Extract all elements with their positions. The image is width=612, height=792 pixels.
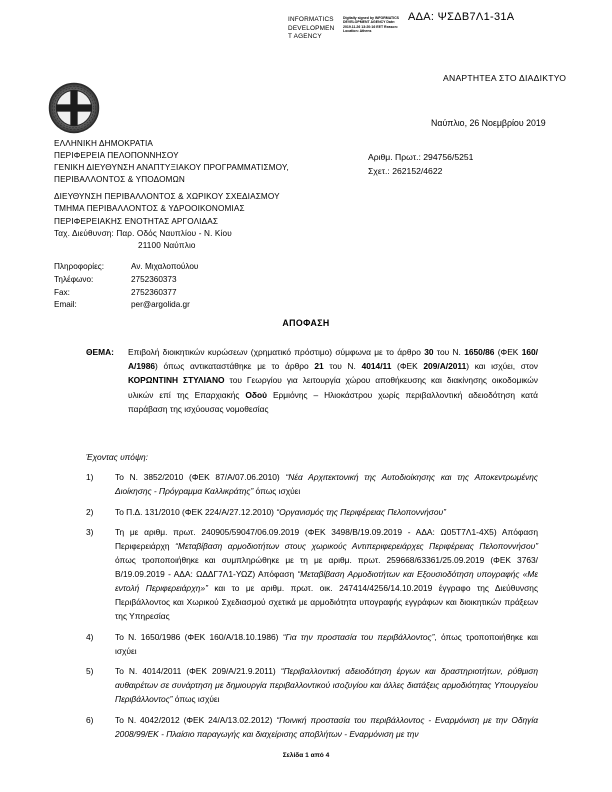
subject-label: ΘΕΜΑ: [86, 347, 114, 357]
signature-agency-name [288, 16, 340, 42]
signature-agency-line-3: T AGENCY [288, 33, 322, 41]
contact-details [54, 261, 198, 312]
page-footer: Σελίδα 1 από 4 [282, 752, 330, 759]
contact-phone-value: 2752360373 [131, 274, 177, 284]
list-item-text: Το Ν. 4042/2012 (ΦΕΚ 24/Α/13.02.2012) “Ποινική προστασία του περιβάλλοντος - Εναρμόνιση με την Οδηγία 2008/99/ΕΚ - Πλαίσιο παραγωγής και διαχείρισης αποβλήτων - Εναρμόνιση με την [115, 714, 539, 739]
authority-line-6: ΤΜΗΜΑ ΠΕΡΙΒΑΛΛΟΝΤΟΣ & ΥΔΡΟΟΙΚΟΝΟΜΙΑΣ [54, 204, 245, 214]
contact-fax-value: 2752360377 [131, 287, 177, 297]
list-item-number: 2) [86, 506, 94, 517]
contact-row-info [54, 261, 198, 274]
contact-row-fax [54, 287, 198, 300]
list-item-text: Το Ν. 3852/2010 (ΦΕΚ 87/Α/07.06.2010) “Νέα Αρχιτεκτονική της Αυτοδιοίκησης και της Αποκεντρωμένης Διοίκησης - Πρόγραμμα Καλλικράτης” όπως ισχύει [115, 472, 538, 496]
issuing-authority-block [54, 138, 354, 252]
signature-agency-line-2: DEVELOPMEN [288, 24, 335, 32]
authority-line-1: ΕΛΛΗΝΙΚΗ ΔΗΜΟΚΡΑΤΙΑ [54, 139, 154, 148]
preamble-label: Έχοντας υπόψη: [86, 452, 149, 462]
authority-line-2: ΠΕΡΙΦΕΡΕΙΑ ΠΕΛΟΠΟΝΝΗΣΟΥ [54, 151, 179, 161]
authority-line-5: ΔΙΕΥΘΥΝΣΗ ΠΕΡΙΒΑΛΛΟΝΤΟΣ & ΧΩΡΙΚΟΥ ΣΧΕΔΙΑΣΜΟΥ [54, 192, 280, 202]
list-item [86, 630, 538, 658]
authority-postal-code: 21100 Ναύπλιο [138, 240, 196, 250]
authority-address: Ταχ. Διεύθυνση: Παρ. Οδός Ναυπλίου - Ν. Κίου [54, 228, 232, 238]
subject-text: Επιβολή διοικητικών κυρώσεων (χρηματικό πρόστιμο) σύμφωνα με το άρθρο 30 του Ν. 1650/86 (ΦΕΚ 160/Α/1986) όπως αντικαταστάθηκε με το άρθρο 21 του Ν. 4014/11 (ΦΕΚ 209/Α/2011) και ισχύει, στον ΚΟΡΩΝΤΙΝΗ ΣΤΥΛΙΑΝΟ του Γεωργίου για λειτουργία χώρου αποθήκευσης και διακίνησης οικοδομικών υλικών επί της Επαρχιακής Οδού Ερμιόνης – Ηλιοκάστρου χωρίς περιβαλλοντική αδειοδότηση κατά παράβαση της ισχύουσας νομοθεσίας [128, 347, 538, 414]
contact-info-value: Αν. Μιχαλοπούλου [131, 262, 199, 271]
list-item [86, 664, 538, 706]
list-item-number: 4) [86, 631, 94, 642]
decision-title: ΑΠΟΦΑΣΗ [282, 318, 330, 328]
list-item [86, 713, 538, 741]
list-item-text: Το Ν. 4014/2011 (ΦΕΚ 209/Α/21.9.2011) “Περιβαλλοντική αδειοδότηση έργων και δραστηριοτήτων, ρύθμιση αυθαιρέτων σε συνάρτηση με δημιουργία περιβαλλοντικού ισοζυγίου και άλλες διατάξεις αρμοδιότητας Υπουργείου Περιβάλλοντος” όπως ισχύει [115, 666, 538, 704]
list-item [86, 505, 538, 519]
subject-block [86, 345, 538, 416]
protocol-block [368, 150, 473, 178]
ada-code: ΑΔΑ: ΨΣΔΒ7Λ1-31Α [408, 11, 515, 23]
protocol-number: Αριθμ. Πρωτ.: 294756/5251 [368, 152, 474, 162]
contact-info-label: Πληροφορίες: [54, 262, 104, 271]
contact-email-label: Email: [54, 300, 77, 310]
list-item-text: Τη με αριθμ. πρωτ. 240905/59047/06.09.2019 (ΦΕΚ 3498/Β/19.09.2019 - ΑΔΑ: Ω05Τ7Λ1-4Χ5) Απόφαση Περιφερειάρχη “Μεταβίβαση αρμοδιοτήτων στους χωρικούς Αντιπεριφερειάρχες Περιφέρειας Πελοποννήσου” όπως τροποποιήθηκε και συμπληρώθηκε με τη με αριθμ. πρωτ. 259668/63361/25.09.2019 (ΦΕΚ 3763/Β/19.09.2019 - ΑΔΑ: ΩΔΔΓ7Λ1-ΥΩΖ) Απόφαση “Μεταβίβαση Αρμοδιοτήτων και Εξουσιοδότηση υπογραφής «Με εντολή Περιφερειάρχη»” και το με αριθμ. πρωτ. οικ. 247414/4256/14.10.2019 έγγραφο της Διεύθυνσης Περιβάλλοντος και Χωρικού Σχεδιασμού σχετικά με αρμοδιότητα υπογραφής εγγράφων και διοικητικών πράξεων της Υπηρεσίας [115, 527, 539, 621]
list-item-number: 1) [86, 472, 94, 482]
authority-line-3: ΓΕΝΙΚΗ ΔΙΕΥΘΥΝΣΗ ΑΝΑΠΤΥΞΙΑΚΟΥ ΠΡΟΓΡΑΜΜΑΤΙΣΜΟΥ, [54, 163, 289, 173]
authority-line-4: ΠΕΡΙΒΑΛΛΟΝΤΟΣ & ΥΠΟΔΟΜΩΝ [54, 175, 185, 185]
list-item-text: Το Ν. 1650/1986 (ΦΕΚ 160/Α/18.10.1986) “Για την προστασία του περιβάλλοντος”, όπως τροποποιήθηκε και ισχύει [115, 631, 538, 656]
contact-email-value: per@argolida.gr [131, 300, 190, 310]
document-date: Ναύπλιο, 26 Νοεμβρίου 2019 [431, 118, 546, 128]
publication-notice: ΑΝΑΡΤΗΤΕΑ ΣΤΟ ΔΙΑΔΙΚΤΥΟ [443, 73, 567, 83]
digital-signature-stamp [288, 16, 408, 42]
protocol-reference: Σχετ.: 262152/4622 [368, 166, 443, 176]
legal-basis-list [86, 470, 538, 747]
list-item [86, 470, 538, 498]
list-item-number: 5) [86, 666, 94, 676]
list-item-text: Το Π.Δ. 131/2010 (ΦΕΚ 224/Α/27.12.2010) “Οργανισμός της Περιφέρειας Πελοποννήσου” [115, 506, 446, 517]
contact-row-phone [54, 274, 198, 287]
greek-coat-of-arms-icon [48, 82, 100, 134]
contact-phone-label: Τηλέφωνο: [54, 274, 94, 284]
contact-row-email [54, 299, 198, 312]
signature-agency-line-1: INFORMATICS [288, 16, 334, 23]
list-item [86, 525, 538, 623]
list-item-number: 3) [86, 527, 94, 537]
signature-detail-text: Digitally signed by INFORMATICS DEVELOPMENT AGENCY Date: 2019.11.26 13:20:16 EET Reason: Location: Athens [343, 16, 399, 34]
contact-fax-label: Fax: [54, 287, 70, 297]
authority-line-7: ΠΕΡΙΦΕΡΕΙΑΚΗΣ ΕΝΟΤΗΤΑΣ ΑΡΓΟΛΙΔΑΣ [54, 216, 219, 226]
list-item-number: 6) [86, 714, 94, 725]
